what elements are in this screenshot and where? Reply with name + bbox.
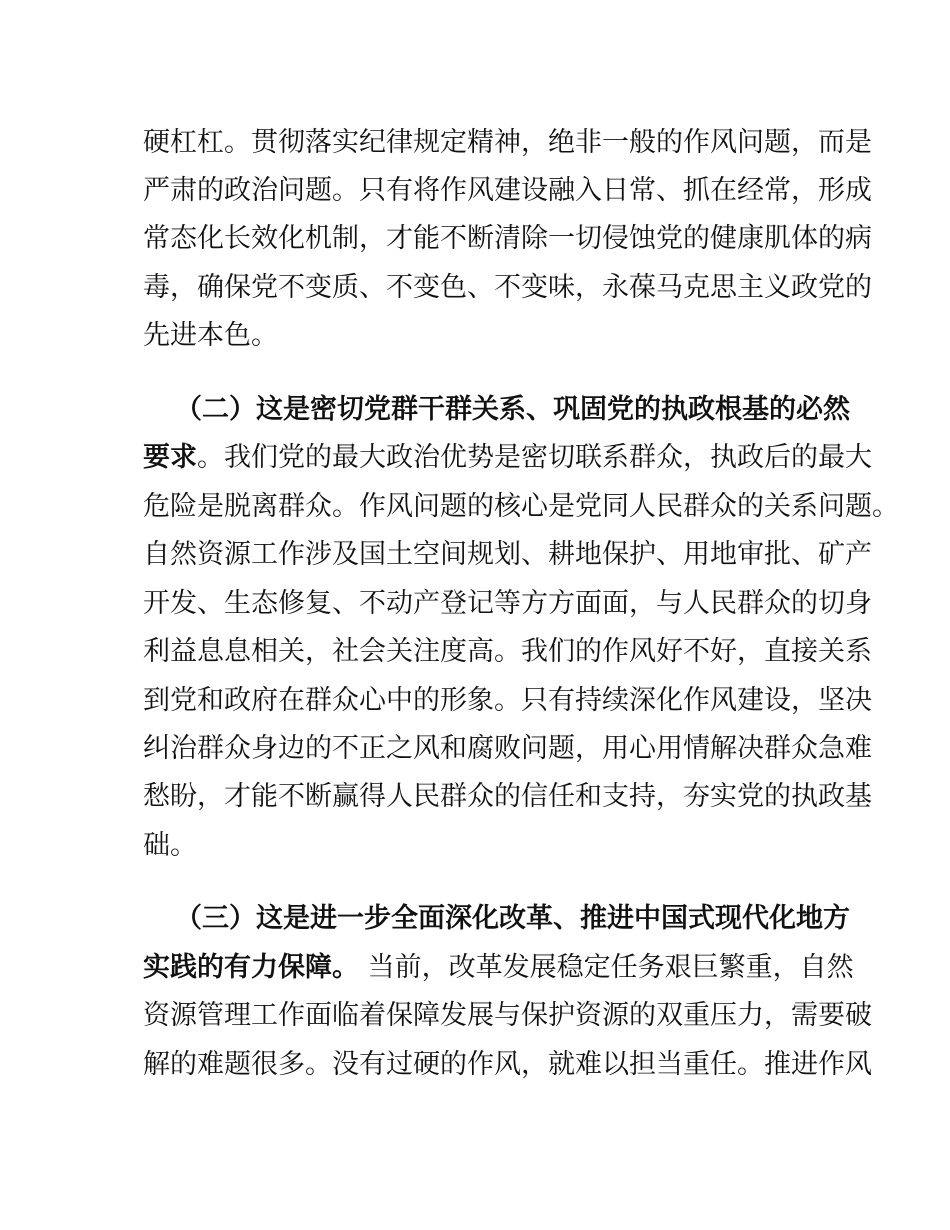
body-text: 硬杠杠。贯彻落实纪律规定精神，绝非一般的作风问题，而是 [143, 127, 872, 158]
text-line [143, 312, 811, 360]
bold-heading-text: 实践的有力保障。 [143, 952, 359, 983]
body-text: 解的难题很多。没有过硬的作风，就难以担当重任。推进作风 [143, 1049, 872, 1080]
text-line [143, 167, 872, 215]
body-text: 常态化长效化机制，才能不断清除一切侵蚀党的健康肌体的病 [143, 223, 872, 254]
text-line [143, 822, 811, 870]
body-text: 自然资源工作涉及国土空间规划、耕地保护、用地审批、矿产 [143, 539, 872, 570]
text-line [143, 119, 872, 167]
text-line [143, 1041, 872, 1089]
bold-heading-text: （三）这是进一步全面深化改革、推进中国式现代化地方 [175, 903, 850, 934]
text-line [143, 677, 872, 725]
body-text: 当前，改革发展稳定任务艰巨繁重，自然 [359, 952, 854, 983]
body-text: 愁盼，才能不断赢得人民群众的信任和支持，夯实党的执政基 [143, 781, 872, 812]
text-line [175, 386, 850, 434]
body-text: 危险是脱离群众。作风问题的核心是党同人民群众的关系问题。 [143, 491, 899, 522]
text-line [143, 264, 872, 312]
text-line [143, 531, 872, 579]
body-text: 资源管理工作面临着保障发展与保护资源的双重压力，需要破 [143, 1000, 872, 1031]
text-line [143, 215, 872, 263]
body-text: 纠治群众身边的不正之风和腐败问题，用心用情解决群众急难 [143, 733, 872, 764]
text-line [143, 992, 872, 1040]
text-line [175, 895, 850, 943]
text-line [143, 580, 872, 628]
body-text: 到党和政府在群众心中的形象。只有持续深化作风建设，坚决 [143, 685, 872, 716]
text-line [143, 434, 872, 482]
text-line [143, 944, 854, 992]
text-line [143, 773, 872, 821]
body-text: 先进本色。 [143, 320, 278, 351]
body-text: 开发、生态修复、不动产登记等方方面面，与人民群众的切身 [143, 588, 872, 619]
bold-heading-text: （二）这是密切党群干群关系、巩固党的执政根基的必然 [175, 394, 850, 425]
body-text: 。我们党的最大政治优势是密切联系群众，执政后的最大 [197, 442, 872, 473]
body-text: 严肃的政治问题。只有将作风建设融入日常、抓在经常，形成 [143, 175, 872, 206]
bold-heading-text: 要求 [143, 442, 197, 473]
body-text: 础。 [143, 830, 197, 861]
body-text: 毒，确保党不变质、不变色、不变味，永葆马克思主义政党的 [143, 272, 872, 303]
body-text: 利益息息相关，社会关注度高。我们的作风好不好，直接关系 [143, 636, 872, 667]
text-line [143, 725, 872, 773]
text-line [143, 628, 872, 676]
text-line [143, 483, 899, 531]
